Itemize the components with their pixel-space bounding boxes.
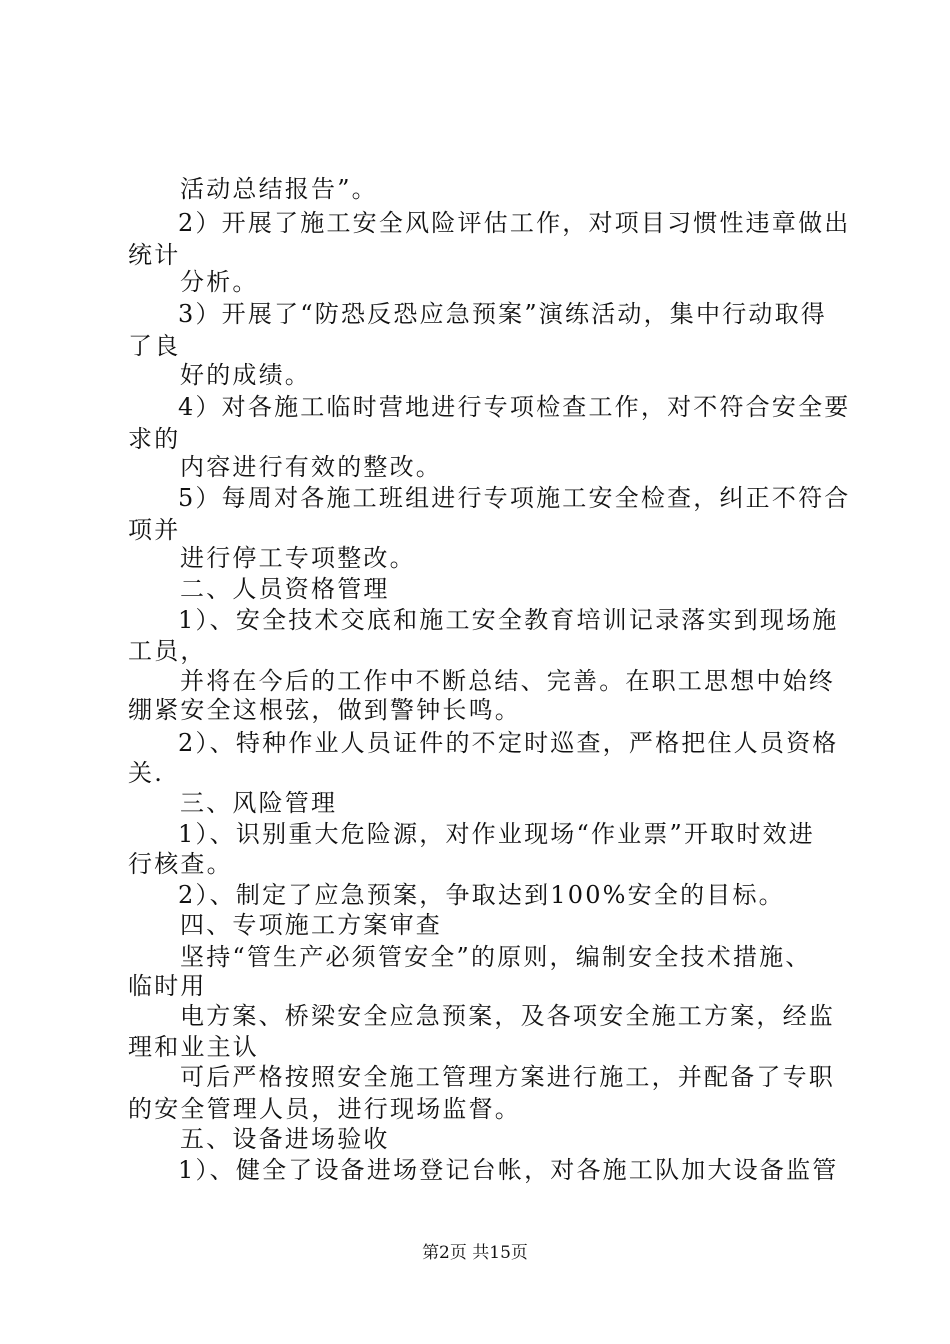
text-line: 统计 (128, 241, 181, 269)
text-line: 4）对各施工临时营地进行专项检查工作，对不符合安全要 (178, 393, 851, 421)
text-line: 5）每周对各施工班组进行专项施工安全检查，纠正不符合 (178, 484, 851, 512)
text-line: 分析。 (180, 268, 259, 296)
text-line: 关. (128, 759, 165, 787)
text-line: 理和业主认 (128, 1033, 259, 1061)
page-number-footer: 第2页 共15页 (422, 1243, 528, 1263)
section-heading: 三、风险管理 (180, 789, 338, 817)
text-line: 工员， (128, 637, 207, 665)
text-line: 行核查。 (128, 850, 233, 878)
text-line: 可后严格按照安全施工管理方案进行施工，并配备了专职 (180, 1063, 835, 1091)
section-heading: 四、专项施工方案审查 (180, 911, 442, 939)
text-line: 了良 (128, 332, 181, 360)
text-line: 电方案、桥梁安全应急预案，及各项安全施工方案，经监 (180, 1002, 835, 1030)
text-line: 1）、安全技术交底和施工安全教育培训记录落实到现场施 (178, 606, 839, 634)
text-line: 活动总结报告”。 (180, 175, 378, 203)
text-line: 进行停工专项整改。 (180, 544, 416, 572)
text-line: 2）、特种作业人员证件的不定时巡查，严格把住人员资格 (178, 729, 839, 757)
text-line: 的安全管理人员，进行现场监督。 (128, 1095, 521, 1123)
text-line: 好的成绩。 (180, 361, 311, 389)
section-heading: 五、设备进场验收 (180, 1125, 390, 1153)
text-line: 坚持“管生产必须管安全”的原则，编制安全技术措施、 (180, 943, 812, 971)
text-line: 并将在今后的工作中不断总结、完善。在职工思想中始终 (180, 667, 835, 695)
section-heading: 二、人员资格管理 (180, 575, 390, 603)
text-line: 求的 (128, 425, 181, 453)
text-line: 2）、制定了应急预案，争取达到100%安全的目标。 (178, 881, 785, 909)
text-line: 2）开展了施工安全风险评估工作，对项目习惯性违章做出 (178, 209, 851, 237)
text-line: 项并 (128, 516, 181, 544)
text-line: 3）开展了“防恐反恐应急预案”演练活动，集中行动取得 (178, 300, 828, 328)
text-line: 1）、健全了设备进场登记台帐，对各施工队加大设备监管 (178, 1156, 839, 1184)
text-line: 内容进行有效的整改。 (180, 453, 442, 481)
text-line: 临时用 (128, 972, 207, 1000)
text-line: 1）、识别重大危险源，对作业现场“作业票”开取时效进 (178, 820, 816, 848)
text-line: 绷紧安全这根弦，做到警钟长鸣。 (128, 696, 521, 724)
